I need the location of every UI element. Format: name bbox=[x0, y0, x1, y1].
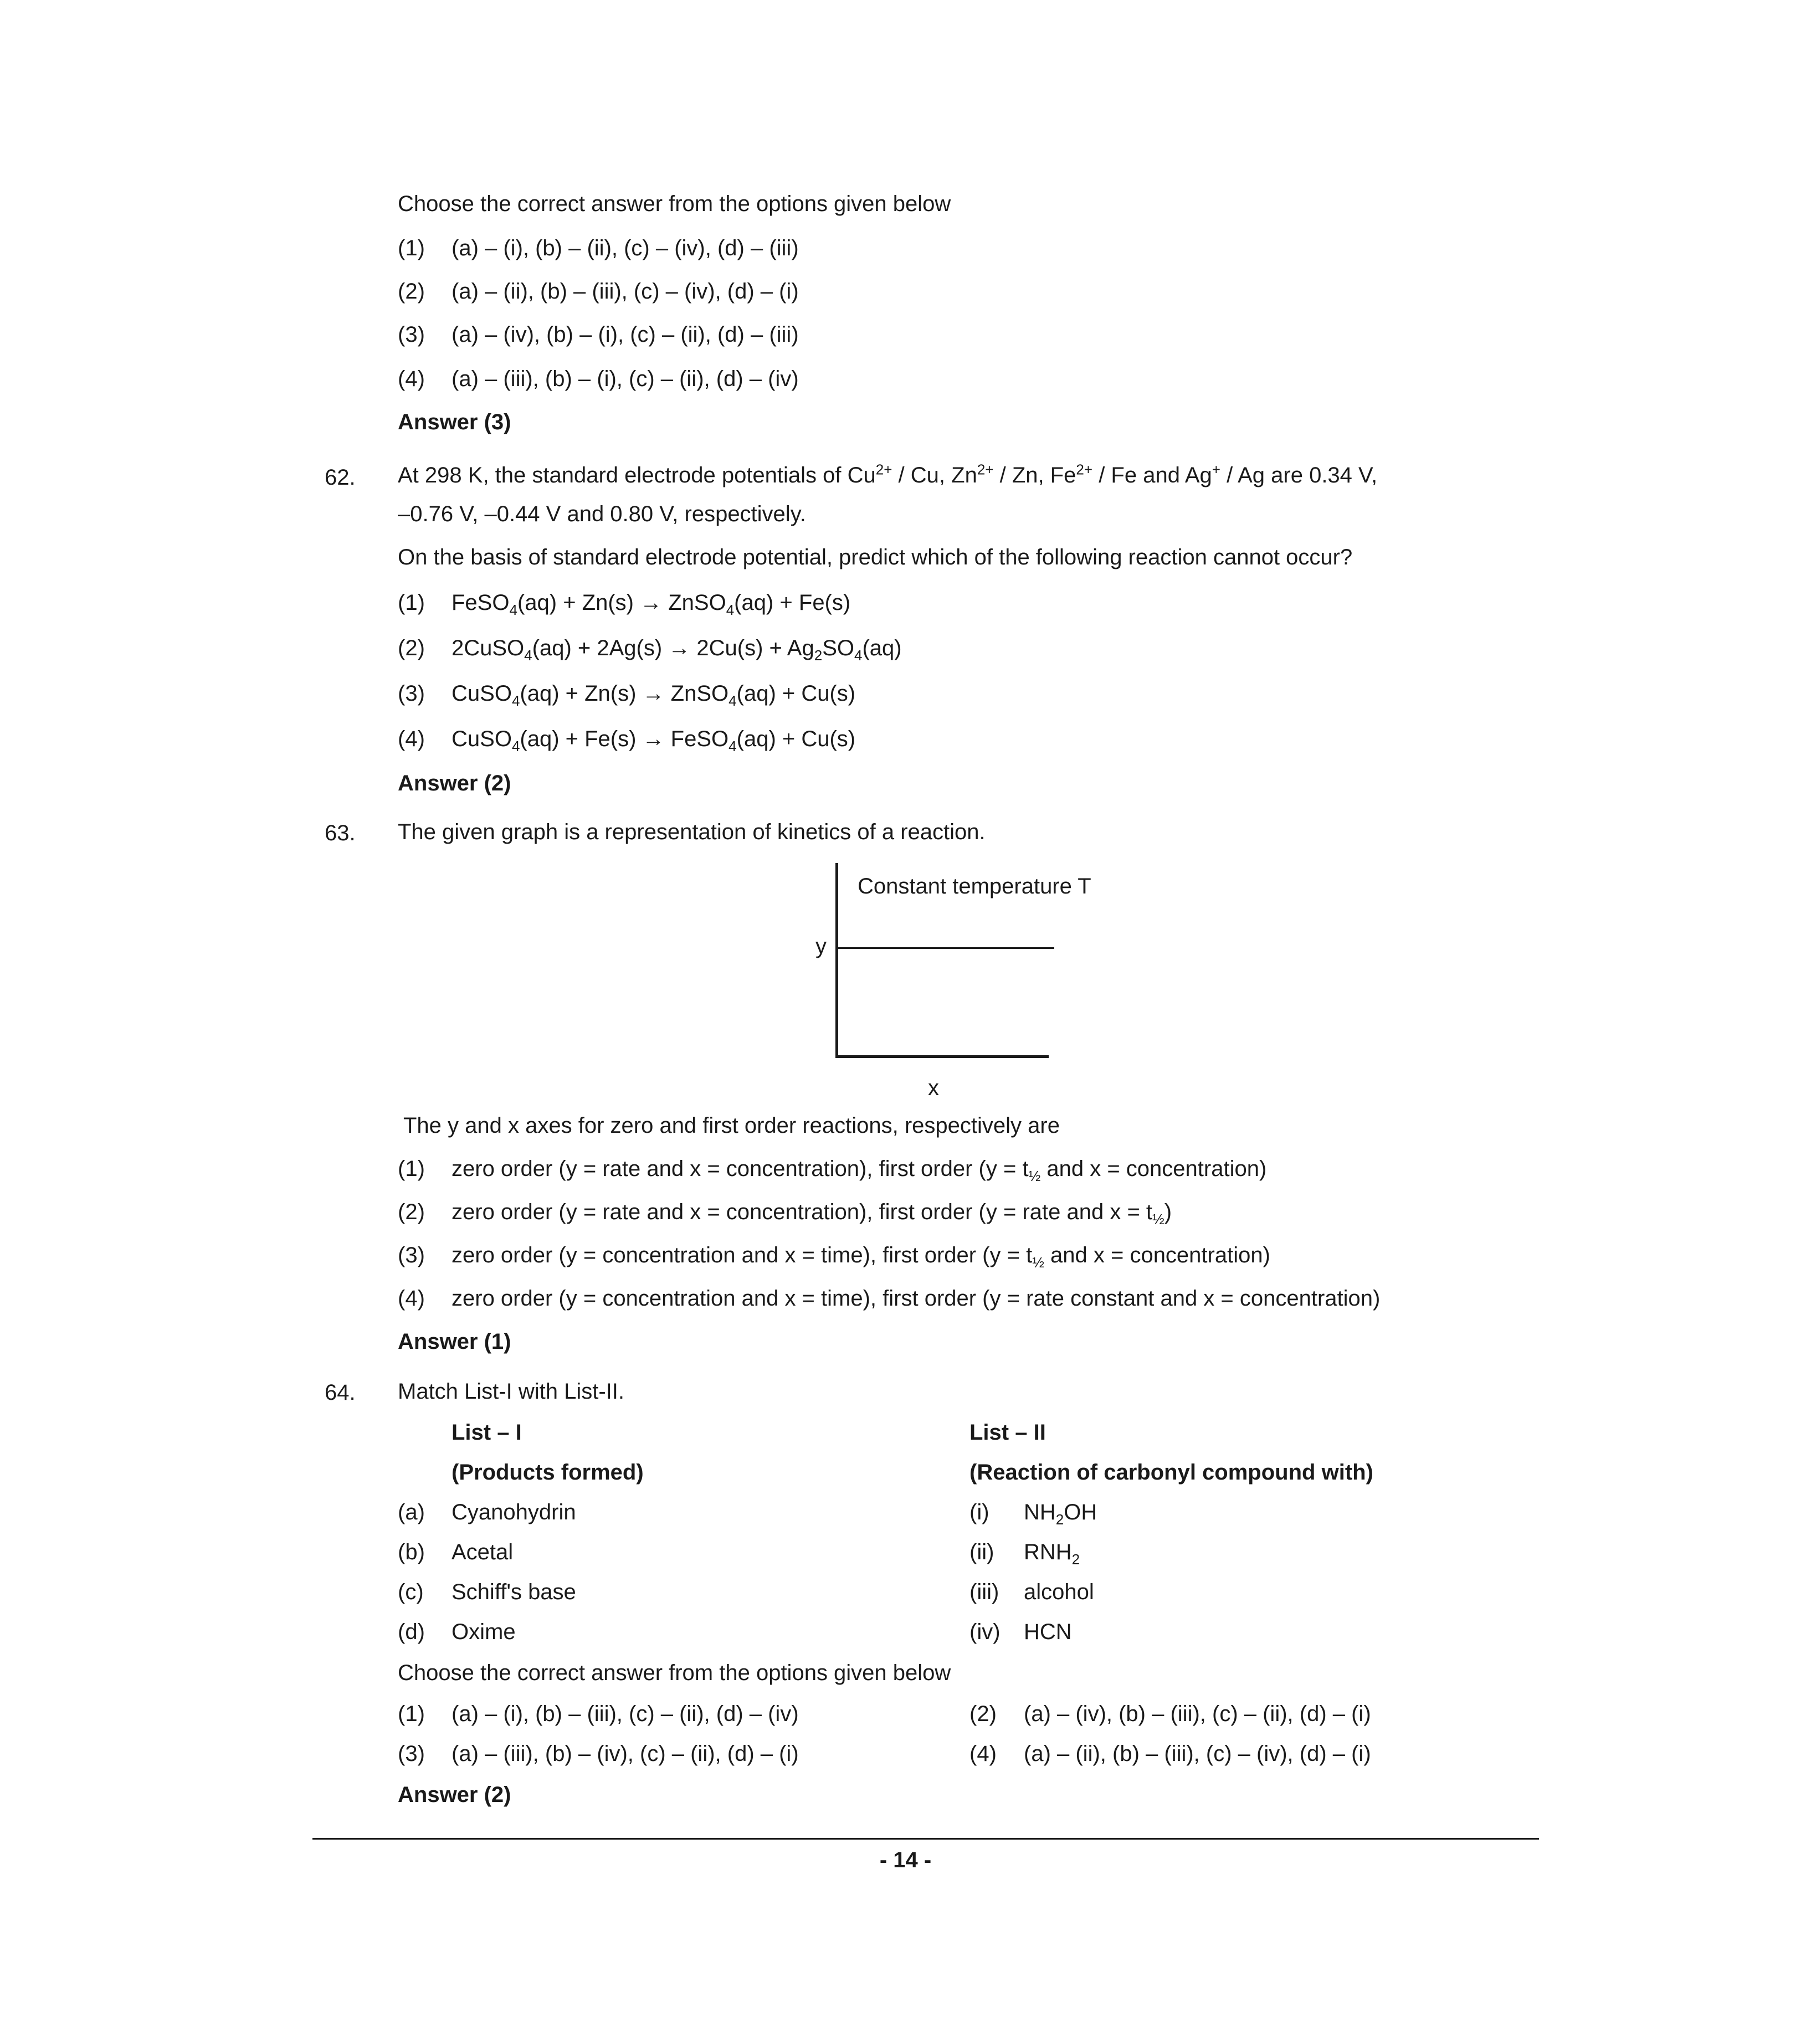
q63-option-3-num: (3) bbox=[398, 1243, 425, 1267]
q63-option-3-text: zero order (y = concentration and x = time), first order ($y = t_{\frac{1}{2}}$ and x = concentration) bbox=[452, 1243, 1270, 1271]
q64-option-4-num: (4) bbox=[969, 1742, 997, 1766]
q61-option-4-text: (a) – (iii), (b) – (i), (c) – (ii), (d) – (iv) bbox=[452, 367, 799, 391]
q62-option-2-num: (2) bbox=[398, 636, 425, 660]
q63-option-1-num: (1) bbox=[398, 1157, 425, 1181]
q64-option-4-text: (a) – (ii), (b) – (iii), (c) – (iv), (d) – (i) bbox=[1024, 1742, 1371, 1766]
q63-option-4-num: (4) bbox=[398, 1286, 425, 1311]
q61-option-2-num: (2) bbox=[398, 279, 425, 304]
q64-option-1-num: (1) bbox=[398, 1702, 425, 1726]
q61-option-4-num: (4) bbox=[398, 367, 425, 391]
list2-key-i: (i) bbox=[969, 1500, 989, 1524]
graph-x-label: x bbox=[928, 1076, 939, 1100]
q63-option-2-text: zero order (y = rate and x = concentration), first order (y = rate and $x = t_{\frac{1}{2}}$) bbox=[452, 1200, 1172, 1228]
footer-rule bbox=[312, 1838, 1539, 1840]
page-number: - 14 - bbox=[879, 1848, 932, 1872]
q63-number: 63. bbox=[325, 821, 356, 845]
list1-item-a: Cyanohydrin bbox=[452, 1500, 576, 1524]
graph-x-axis bbox=[835, 1055, 1049, 1058]
list1-key-a: (a) bbox=[398, 1500, 425, 1524]
list2-subtitle: (Reaction of carbonyl compound with) bbox=[969, 1460, 1373, 1485]
list1-key-d: (d) bbox=[398, 1620, 425, 1644]
q64-option-2-num: (2) bbox=[969, 1702, 997, 1726]
q63-stem: The given graph is a representation of kinetics of a reaction. bbox=[398, 820, 986, 844]
q64-option-1-text: (a) – (i), (b) – (iii), (c) – (ii), (d) – (iv) bbox=[452, 1702, 799, 1726]
q64-option-3-num: (3) bbox=[398, 1742, 425, 1766]
q62-number: 62. bbox=[325, 465, 356, 490]
q62-stem-line2: –0.76 V, –0.44 V and 0.80 V, respectively. bbox=[398, 502, 806, 526]
q63-option-2-num: (2) bbox=[398, 1200, 425, 1224]
q62-option-3-text: CuSO$_4$(aq) + Zn(s) → ZnSO$_4$(aq) + Cu(s) bbox=[452, 681, 856, 709]
q63-option-4-text: zero order (y = concentration and x = time), first order (y = rate constant and x = concentration) bbox=[452, 1286, 1381, 1311]
q64-option-3-text: (a) – (iii), (b) – (iv), (c) – (ii), (d) – (i) bbox=[452, 1742, 799, 1766]
q61-option-3-text: (a) – (iv), (b) – (i), (c) – (ii), (d) – (iii) bbox=[452, 322, 799, 347]
list1-item-d: Oxime bbox=[452, 1620, 516, 1644]
q64-prompt: Choose the correct answer from the options given below bbox=[398, 1661, 951, 1685]
list2-title: List – II bbox=[969, 1420, 1046, 1445]
graph-label: Constant temperature T bbox=[858, 874, 1091, 898]
list1-subtitle: (Products formed) bbox=[452, 1460, 644, 1485]
q64-answer: Answer (2) bbox=[398, 1783, 511, 1807]
q63-answer: Answer (1) bbox=[398, 1329, 511, 1354]
list1-title: List – I bbox=[452, 1420, 522, 1445]
q62-stem2: On the basis of standard electrode potential, predict which of the following reaction cannot occur? bbox=[398, 545, 1353, 569]
q61-answer: Answer (3) bbox=[398, 410, 511, 434]
q61-option-1-num: (1) bbox=[398, 236, 425, 260]
list2-item-iv: HCN bbox=[1024, 1620, 1072, 1644]
q61-option-1-text: (a) – (i), (b) – (ii), (c) – (iv), (d) – (iii) bbox=[452, 236, 799, 260]
graph-y-label: y bbox=[815, 934, 827, 958]
list2-item-i: $NH_2OH$ bbox=[1024, 1500, 1097, 1528]
q62-option-2-text: 2CuSO$_4$(aq) + $2Ag(s) \to 2Cu(s) + Ag_2SO_4(aq)$ bbox=[452, 636, 902, 664]
list1-key-c: (c) bbox=[398, 1580, 424, 1604]
q63-stem2: The y and x axes for zero and first order reactions, respectively are bbox=[403, 1113, 1060, 1138]
q64-stem: Match List-I with List-II. bbox=[398, 1379, 624, 1404]
q62-answer: Answer (2) bbox=[398, 771, 511, 795]
q61-option-3-num: (3) bbox=[398, 322, 425, 347]
list2-item-iii: alcohol bbox=[1024, 1580, 1094, 1604]
q62-option-4-num: (4) bbox=[398, 727, 425, 751]
graph-constant-line bbox=[838, 947, 1054, 949]
list2-key-iv: (iv) bbox=[969, 1620, 1001, 1644]
q62-option-1-num: (1) bbox=[398, 590, 425, 615]
q62-option-1-text: FeSO$_4$(aq) + Zn(s) → ZnSO$_4$(aq) + Fe(s) bbox=[452, 590, 851, 618]
q64-option-2-text: (a) – (iv), (b) – (iii), (c) – (ii), (d) – (i) bbox=[1024, 1702, 1371, 1726]
q61-prompt: Choose the correct answer from the options given below bbox=[398, 192, 951, 216]
list1-key-b: (b) bbox=[398, 1540, 425, 1564]
q62-stem-line1: At 298 K, the standard electrode potentials of $Cu^{2+}$ / Cu, $Zn^{2+}$ / Zn, $Fe^{2+}$ / Fe and Ag+ / Ag are 0.34 V, bbox=[398, 461, 1378, 487]
q63-option-1-text: zero order (y = rate and x = concentration), first order ($y = t_{\frac{1}{2}}$ and x = concentration) bbox=[452, 1157, 1267, 1184]
list2-key-iii: (iii) bbox=[969, 1580, 999, 1604]
list1-item-c: Schiff's base bbox=[452, 1580, 576, 1604]
q64-number: 64. bbox=[325, 1380, 356, 1405]
list1-item-b: Acetal bbox=[452, 1540, 514, 1564]
list2-item-ii: $RNH_2$ bbox=[1024, 1540, 1080, 1568]
q62-option-3-num: (3) bbox=[398, 681, 425, 706]
list2-key-ii: (ii) bbox=[969, 1540, 994, 1564]
q62-option-4-text: CuSO$_4$(aq) + Fe(s) → FeSO$_4$(aq) + Cu(s) bbox=[452, 727, 856, 754]
q61-option-2-text: (a) – (ii), (b) – (iii), (c) – (iv), (d) – (i) bbox=[452, 279, 799, 304]
graph-y-axis bbox=[835, 863, 838, 1058]
